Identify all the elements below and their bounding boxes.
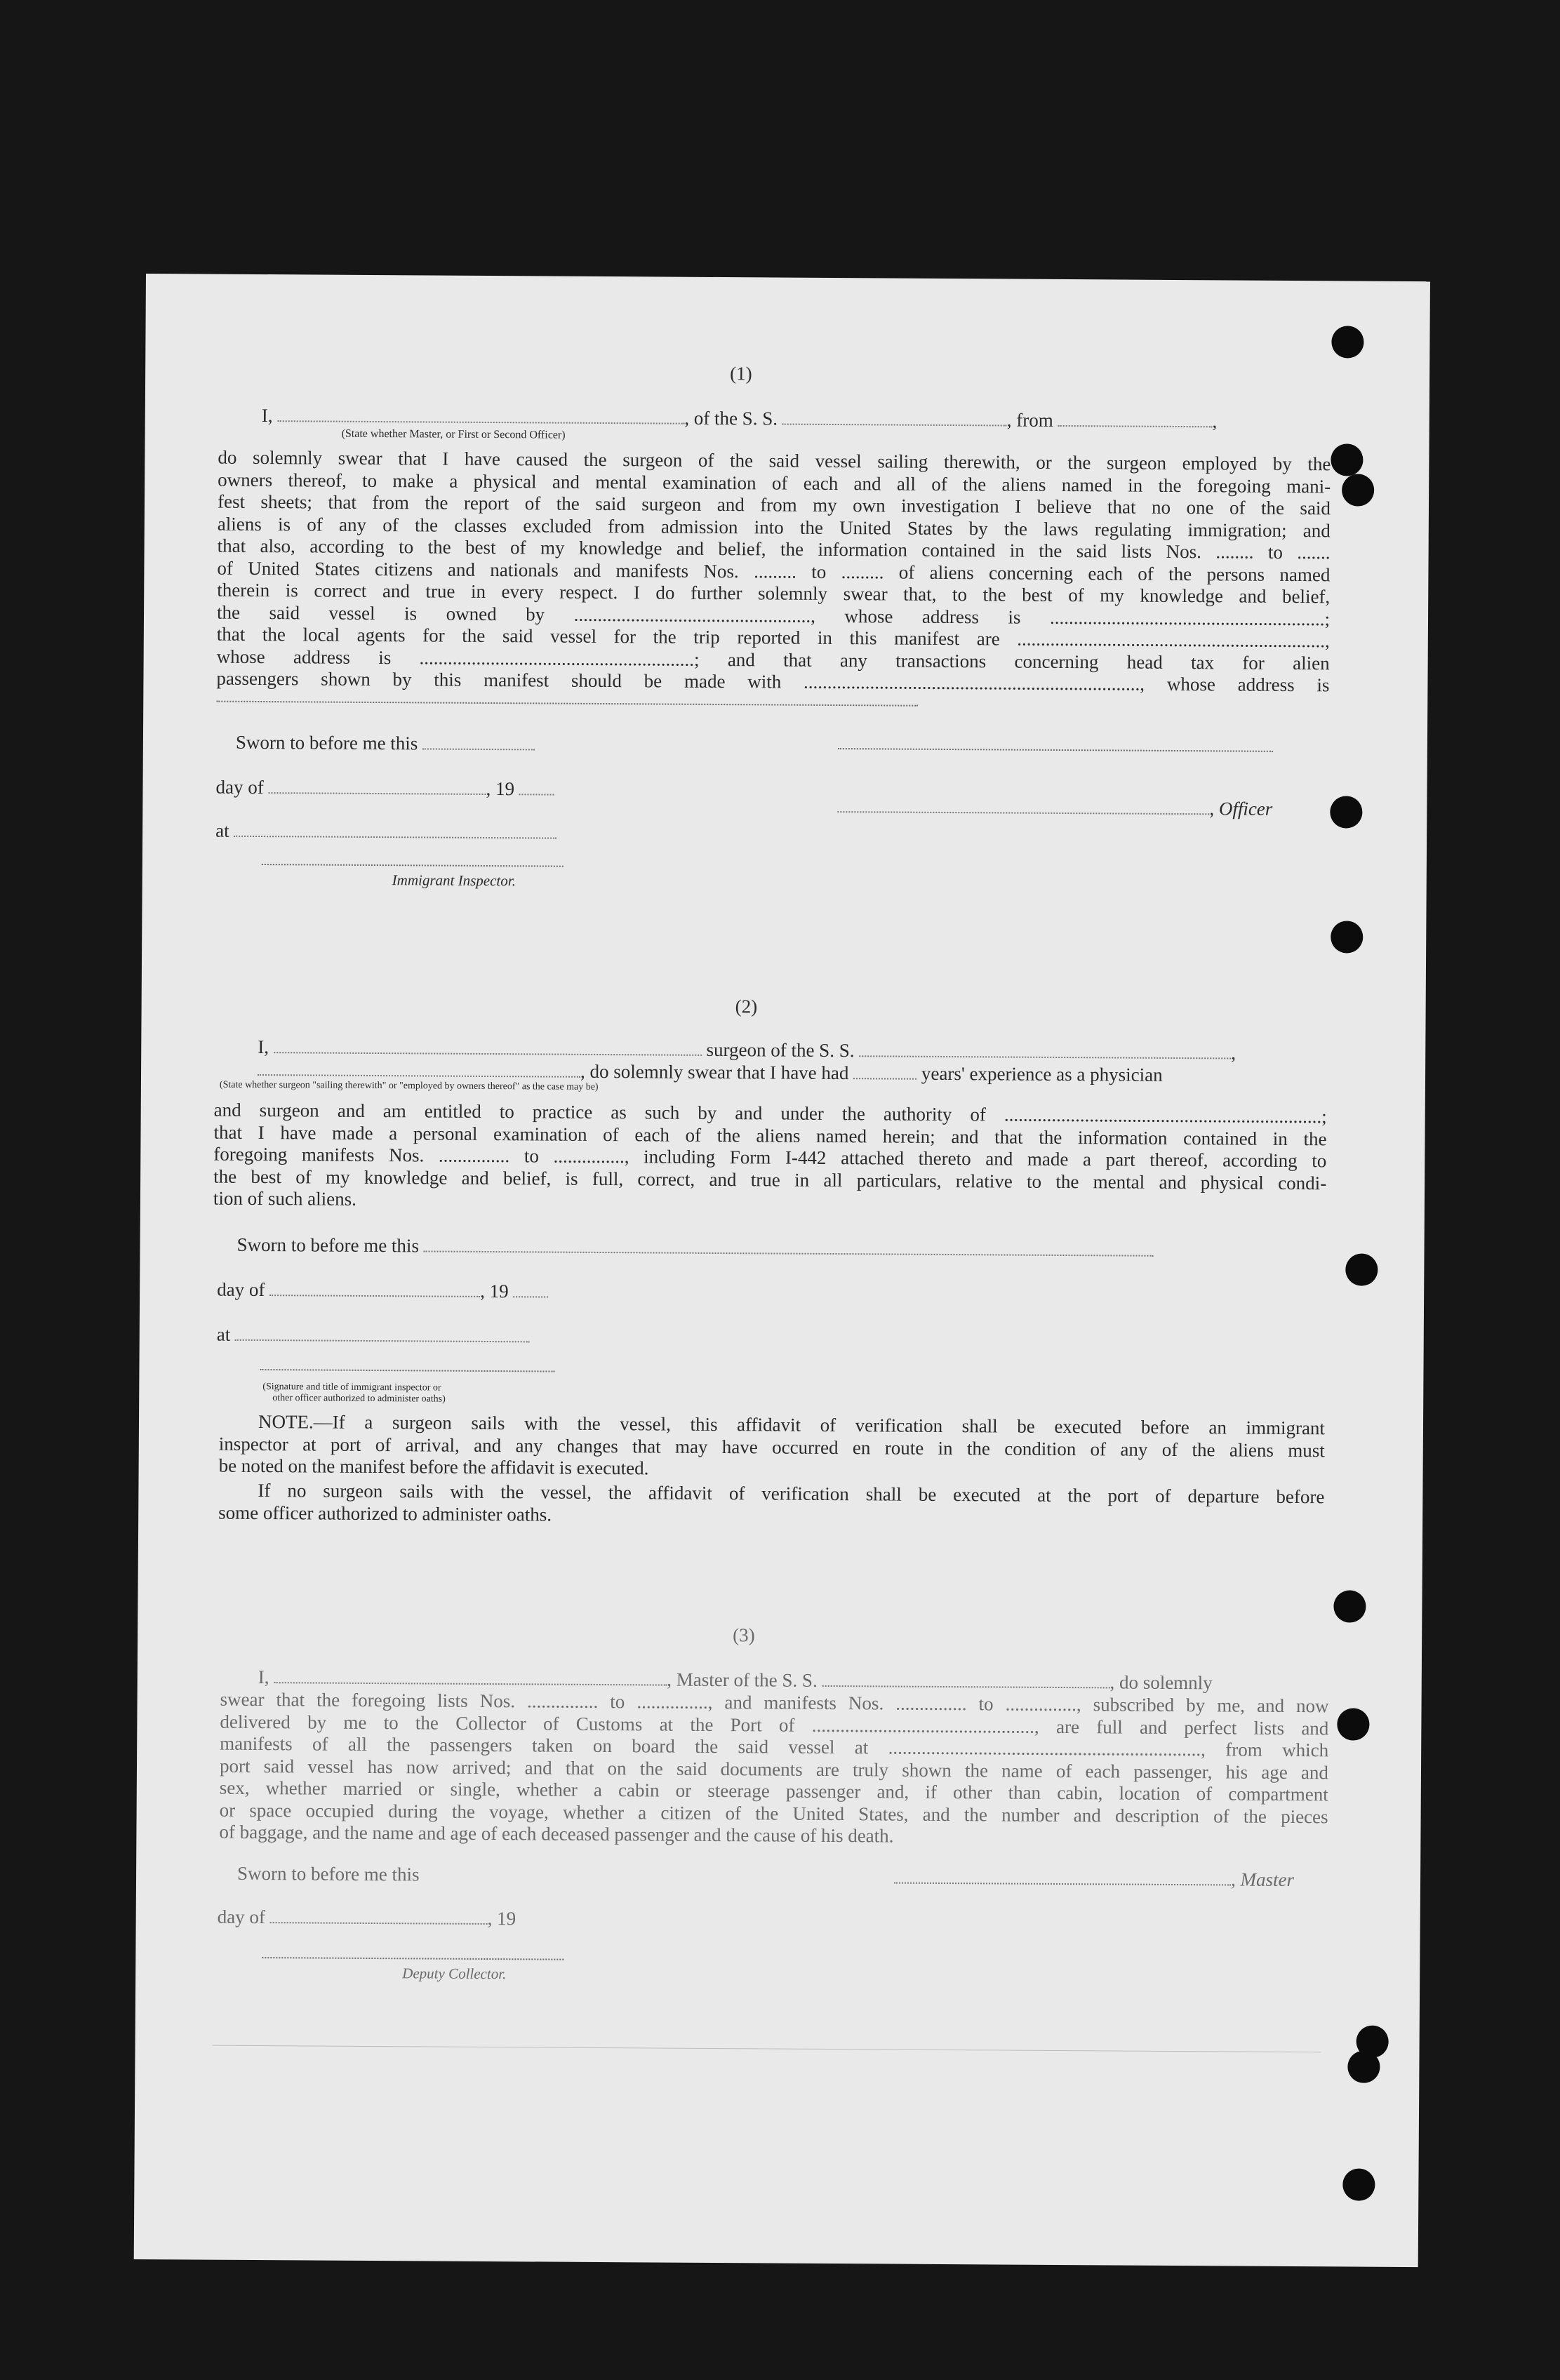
vessel-name-field[interactable] (822, 1671, 1109, 1689)
years-field[interactable] (853, 1064, 916, 1080)
sworn-label: Sworn to before me this (236, 1862, 420, 1885)
note-line: NOTE.—If a surgeon sails with the vessel, this affidavit of verification shall be executed before an immigrant (258, 1411, 1326, 1439)
year-label: , 19 (487, 1908, 516, 1930)
year-label: , 19 (480, 1280, 509, 1302)
section-1-opening-line: I, , of the S. S. , from , (261, 405, 1218, 432)
oath-line: do solemnly swear that I have caused the surgeon of the said vessel sailing therewith, or the surgeon employed by the (218, 446, 1331, 475)
opening-word: I, (258, 1666, 269, 1688)
master-label: , Master (1230, 1868, 1295, 1891)
day-of-line (217, 1279, 548, 1303)
day-of-line (215, 777, 554, 801)
surgeon-name-field[interactable] (274, 1038, 702, 1056)
section-2-oath-text (213, 1099, 1327, 1217)
day-of-field[interactable] (268, 778, 486, 795)
punch-hole (1330, 796, 1362, 828)
punch-hole (1331, 443, 1363, 476)
surgeon-status-field[interactable] (258, 1060, 580, 1078)
signature-caption-1: (Signature and title of immigrant inspector or (262, 1382, 441, 1393)
inspector-caption: Immigrant Inspector. (392, 871, 516, 890)
day-of-label: day of (217, 1906, 266, 1928)
oath-line: that the local agents for the said vessel for the trip reported in this manifest are ................................................................., (216, 623, 1330, 652)
at-label: at (216, 1323, 231, 1345)
oath-line: or space occupied during the voyage, whether a citizen of the United States, and the number and description of the pieces (219, 1799, 1328, 1827)
solemnly-label: , do solemnly (1109, 1671, 1213, 1694)
officer-line (837, 796, 1272, 820)
year-field[interactable] (519, 780, 554, 795)
oath-line: manifests of all the passengers taken on board the said vessel at .................................................................., from which (220, 1732, 1329, 1761)
punch-hole (1337, 1708, 1369, 1740)
at-place-field[interactable] (235, 1325, 530, 1343)
at-label: at (215, 820, 229, 841)
master-of-label: , Master of the S. S. (667, 1669, 818, 1691)
oath-line: aliens is of any of the classes excluded from admission into the United States by the laws regulating immigration; and (217, 513, 1331, 541)
oath-line: passengers shown by this manifest should be made with ......................................................................., whose address is (216, 667, 1330, 696)
oath-line: that I have made a personal examination of each of the aliens named herein; and that the information contained in the (213, 1121, 1327, 1149)
day-of-field[interactable] (269, 1281, 480, 1297)
oath-line: therein is correct and true in every respect. I do further solemnly swear that, to the best of my knowledge and belief, (217, 579, 1331, 608)
section-2-number: (2) (735, 996, 758, 1017)
day-of-line (218, 1906, 516, 1930)
at-line (217, 1324, 530, 1348)
section-3-oath-text (219, 1689, 1328, 1850)
of-ss-label: , of the S. S. (684, 407, 778, 429)
oath-line: and surgeon and am entitled to practice as such by and under the authority of ...................................................................; (213, 1099, 1327, 1128)
oath-line: of baggage, and the name and age of each deceased passenger and the cause of his death. (219, 1821, 894, 1847)
oath-line: the said vessel is owned by .................................................., whose address is ..........................................................; (216, 601, 1331, 629)
manifest-back-page (134, 274, 1430, 2267)
oath-line: swear that the foregoing lists Nos. ............... to ..............., and manifests Nos. ............... to ..............., subscribed by me, and now (220, 1688, 1329, 1717)
punch-hole (1331, 921, 1363, 953)
oath-line: that also, according to the best of my knowledge and belief, the information contained in the said lists Nos. ........ to ....... (217, 535, 1331, 563)
opening-word: I, (261, 405, 273, 427)
section-2-opening-line: I, surgeon of the S. S. , (258, 1036, 1236, 1064)
section-3-number: (3) (733, 1624, 755, 1646)
note-line: inspector at port of arrival, and any changes that may have occurred en route in the condition of any of the aliens must (218, 1433, 1325, 1461)
oath-line: delivered by me to the Collector of Customs at the Port of ..............................................., are full and perfect lists and (220, 1711, 1329, 1739)
oath-line: owners thereof, to make a physical and mental examination of each and all of the aliens named in the foregoing mani- (218, 469, 1331, 497)
inspector-signature-line[interactable] (262, 864, 564, 867)
day-of-field[interactable] (270, 1908, 488, 1925)
punch-hole (1342, 474, 1374, 506)
section-1-oath-text (216, 447, 1331, 697)
address-field[interactable] (216, 701, 918, 707)
note-2-text (218, 1480, 1324, 1531)
swear-label: , do solemnly swear that I have had (580, 1060, 849, 1084)
inspector-signature-line[interactable] (260, 1369, 554, 1372)
vessel-name-field[interactable] (782, 410, 1007, 427)
rank-caption: (State whether Master, or First or Second Officer) (341, 427, 566, 441)
years-label: years' experience as a physician (921, 1062, 1163, 1085)
oath-line: fest sheets; that from the report of the said surgeon and from my own investigation I believe that no one of the said (217, 490, 1331, 519)
deputy-caption: Deputy Collector. (402, 1965, 507, 1983)
year-label: , 19 (486, 777, 515, 800)
note-line: If no surgeon sails with the vessel, the affidavit of verification shall be executed at the port of departure before (258, 1480, 1325, 1508)
signature-caption-2: other officer authorized to administer oaths) (272, 1393, 446, 1405)
master-signature-line (894, 1867, 1294, 1891)
oath-line: tion of such aliens. (213, 1187, 357, 1210)
day-of-label: day of (217, 1278, 265, 1301)
sworn-line (236, 732, 535, 756)
sworn-label: Sworn to before me this (235, 731, 418, 754)
punch-hole (1342, 2168, 1375, 2200)
officer-signature-line-1[interactable] (838, 748, 1273, 752)
departure-port-field[interactable] (1058, 411, 1212, 427)
vessel-name-field[interactable] (859, 1041, 1231, 1059)
note-line: some officer authorized to administer oaths. (218, 1502, 552, 1525)
oath-line: whose address is ..........................................................; and that any transactions concerning head tax for alien (216, 646, 1330, 674)
officer-signature-field[interactable] (837, 797, 1209, 815)
oath-line: foregoing manifests Nos. ............... to ..............., including Form I-442 attached thereto and made a part thereof, according to (213, 1143, 1327, 1172)
opening-word: I, (258, 1036, 269, 1058)
sworn-label: Sworn to before me this (236, 1234, 420, 1257)
at-place-field[interactable] (234, 822, 556, 839)
master-name-field[interactable] (274, 1668, 667, 1685)
at-line (215, 820, 556, 844)
punch-hole (1345, 1253, 1378, 1285)
rank-field[interactable] (277, 406, 684, 424)
note-text (219, 1411, 1326, 1484)
oath-line: of United States citizens and nationals and manifests Nos. ......... to ......... of aliens concerning each of the persons named (217, 557, 1331, 585)
officer-label: , Officer (1209, 798, 1273, 820)
punch-hole (1347, 2051, 1380, 2083)
sworn-date-field[interactable] (424, 1236, 1154, 1256)
master-signature-field[interactable] (894, 1868, 1231, 1886)
punch-hole (1331, 326, 1364, 358)
year-field[interactable] (513, 1282, 548, 1297)
from-label: , from (1006, 409, 1053, 431)
oath-line: port said vessel has now arrived; and that on the said documents are truly shown the name of each passenger, his age and (219, 1755, 1329, 1783)
sworn-line (237, 1863, 420, 1886)
deputy-signature-line[interactable] (262, 1957, 564, 1960)
surgeon-caption: (State whether surgeon "sailing therewith" or "employed by owners thereof" as the case may be) (219, 1079, 599, 1092)
sworn-date-field[interactable] (422, 734, 535, 750)
oath-line: the best of my knowledge and belief, is full, correct, and true in all particulars, relative to the mental and physical condi- (213, 1165, 1327, 1194)
note-line: be noted on the manifest before the affidavit is executed. (218, 1455, 649, 1479)
oath-line: sex, whether married or single, whether a cabin or steerage passenger and, if other than cabin, location of compartment (219, 1777, 1328, 1805)
sworn-line (236, 1234, 1153, 1262)
bottom-rule (213, 2045, 1321, 2053)
surgeon-label: surgeon of the S. S. (706, 1038, 855, 1062)
day-of-label: day of (215, 776, 264, 798)
section-1-number: (1) (730, 363, 752, 385)
punch-hole (1333, 1590, 1366, 1622)
